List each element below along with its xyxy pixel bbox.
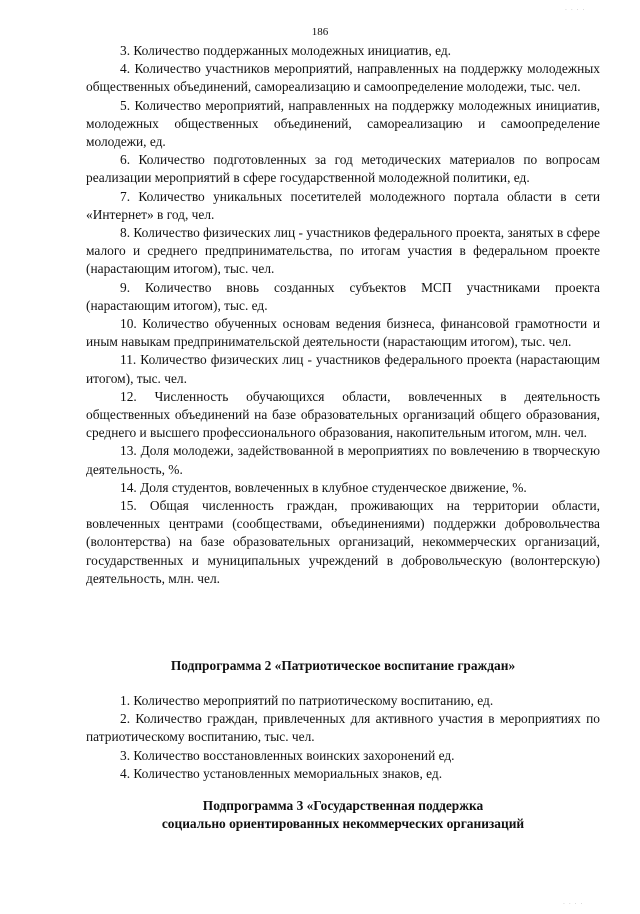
list-item: 13. Доля молодежи, задействованной в мероприятиях по вовлечению в творческую деятельность, %. bbox=[86, 443, 600, 477]
list-item: 8. Количество физических лиц - участников федерального проекта, занятых в сфере малого и среднего предпринимательства, по итогам участия в федеральном проекте (нарастающим итогом), тыс. чел. bbox=[86, 225, 600, 277]
list-item: 2. Количество граждан, привлеченных для активного участия в мероприятиях по патриотическому воспитанию, тыс. чел. bbox=[86, 711, 600, 745]
list-item: 1. Количество мероприятий по патриотическому воспитанию, ед. bbox=[120, 693, 494, 708]
scan-corner-mark-bottom: · · · · bbox=[563, 901, 584, 908]
list-item: 4. Количество установленных мемориальных знаков, ед. bbox=[120, 765, 443, 781]
scan-corner-mark-top: · · · · bbox=[565, 7, 586, 14]
section-heading-subprogram-2: Подпрограмма 2 «Патриотическое воспитание граждан» bbox=[170, 658, 516, 673]
list-item: 15. Общая численность граждан, проживающих на территории области, вовлеченных центрами (сообществами, объединениями) поддержки добровольчества (волонтерства) на базе образовательных организаций, некоммерческих организаций, государственных и муниципальных учреждений в добровольческую (волонтерскую) деятельность, млн. чел. bbox=[86, 498, 600, 586]
indicator-list-subprogram-1 bbox=[86, 42, 600, 588]
list-item: 12. Численность обучающихся области, вовлеченных в деятельность общественных объединений на базе образовательных организаций общего образования, среднего и высшего профессионального образования, накопительным итогом, млн. чел. bbox=[86, 388, 600, 441]
section-heading-line: Подпрограмма 3 «Государственная поддержка bbox=[202, 798, 484, 813]
list-item: 3. Количество поддержанных молодежных инициатив, ед. bbox=[120, 43, 451, 58]
list-item: 11. Количество физических лиц - участников федерального проекта (нарастающим итогом), тыс. чел. bbox=[86, 352, 600, 386]
list-item: 5. Количество мероприятий, направленных на поддержку молодежных инициатив, молодежных общественных объединений, самореализацию и самоопределение молодежи, ед. bbox=[86, 97, 600, 150]
section-heading-subprogram-3 bbox=[86, 797, 600, 833]
list-item: 7. Количество уникальных посетителей молодежного портала области в сети «Интернет» в год, чел. bbox=[86, 188, 600, 222]
indicator-list-subprogram-2 bbox=[86, 692, 600, 783]
list-item: 6. Количество подготовленных за год методических материалов по вопросам реализации мероприятий в сфере государственной молодежной политики, ед. bbox=[86, 152, 600, 186]
list-item: 4. Количество участников мероприятий, направленных на поддержку молодежных общественных объединений, самореализацию и самоопределение молодежи, тыс. чел. bbox=[86, 61, 600, 95]
list-item: 10. Количество обученных основам ведения бизнеса, финансовой грамотности и иным навыкам предпринимательской деятельности (нарастающим итогом), тыс. чел. bbox=[86, 316, 600, 350]
list-item: 14. Доля студентов, вовлеченных в клубное студенческое движение, %. bbox=[120, 479, 527, 495]
list-item: 9. Количество вновь созданных субъектов МСП участниками проекта (нарастающим итогом), тыс. ед. bbox=[86, 279, 600, 313]
page-number: 186 bbox=[311, 26, 329, 38]
list-item: 3. Количество восстановленных воинских захоронений ед. bbox=[120, 747, 455, 763]
section-heading-line: социально ориентированных некоммерческих организаций bbox=[161, 816, 525, 832]
